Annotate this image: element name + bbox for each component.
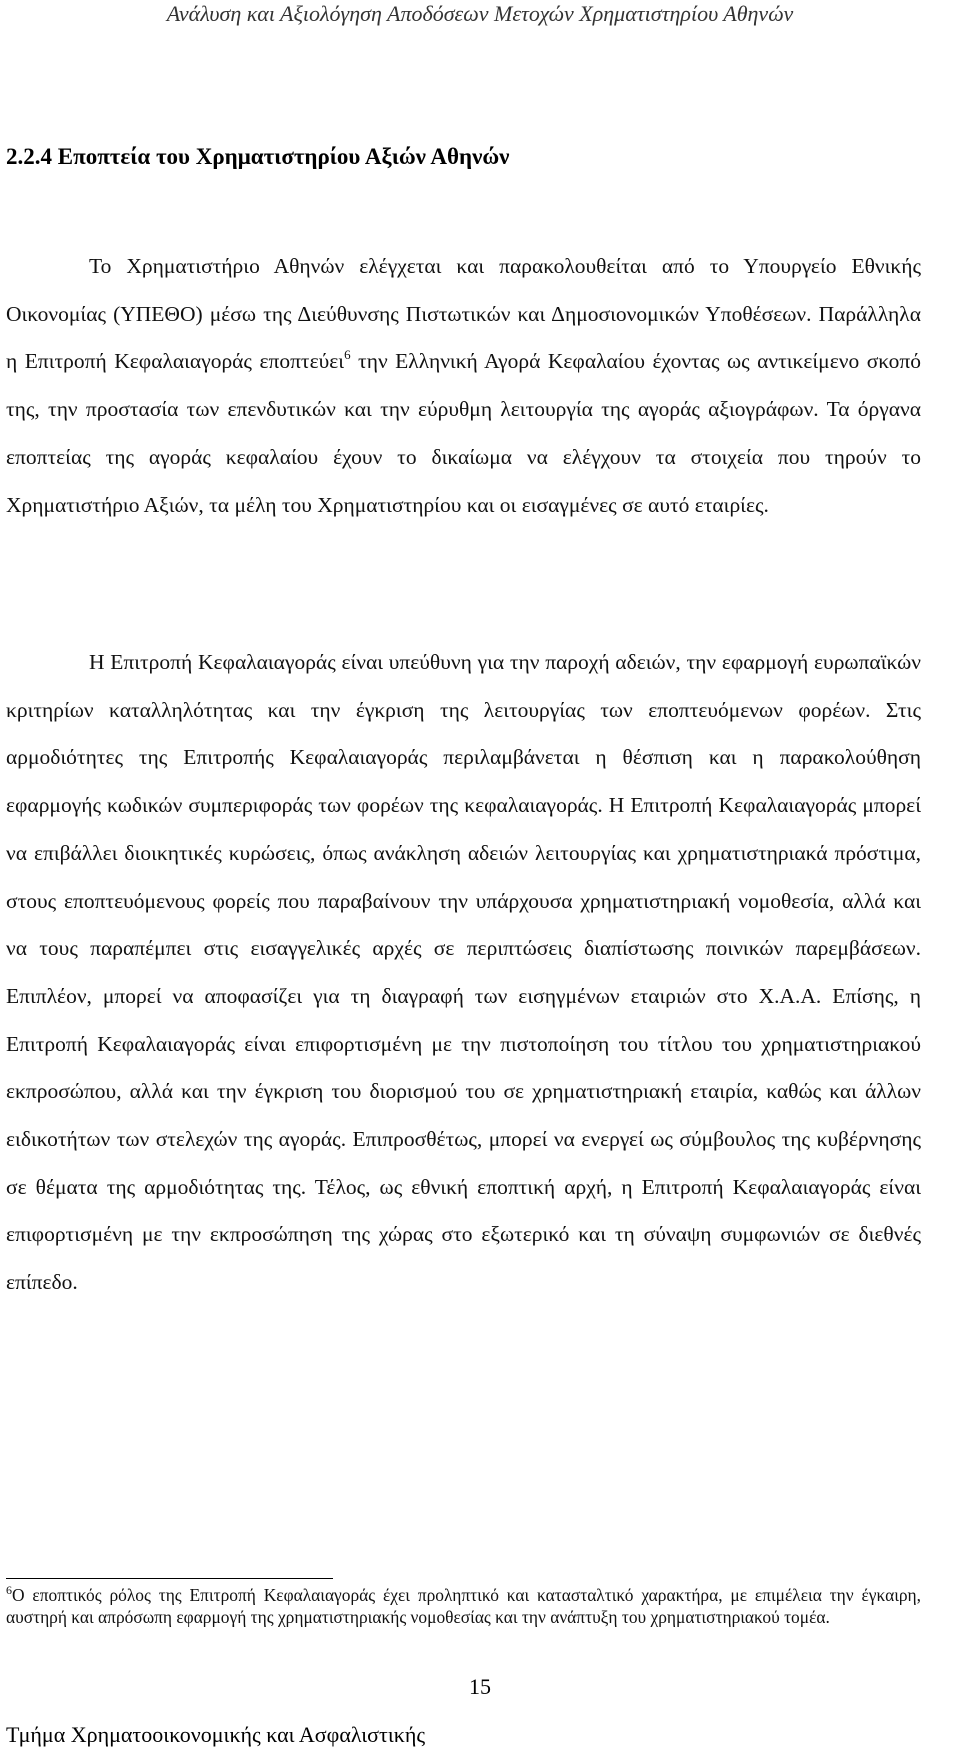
footnote-separator — [6, 1578, 333, 1579]
footnote — [6, 1584, 921, 1628]
paragraph-1-text-a: Το Χρηματιστήριο Αθηνών ελέγχεται και παρακολουθείται από το Υπουργείο Εθνικής Οικονομίας (ΥΠΕΘΟ) μέσω της Διεύθυνσης Πιστωτικών και Δημοσιονομικών Υποθέσεων. Παράλληλα η Επιτροπή Κεφαλαιαγοράς εποπτεύει — [6, 254, 921, 374]
footnote-text: Ο εποπτικός ρόλος της Επιτροπή Κεφαλαιαγοράς έχει προληπτικό και κατασταλτικό χαρακτήρα, με επιμέλεια την έγκαιρη, αυστηρή και απρόσωπη εφαρμογή της χρηματιστηριακής νομοθεσίας και την ανάπτυξη του χρηματιστηριακού τομέα. — [6, 1585, 921, 1627]
footnote-marker: 6 — [6, 1583, 12, 1597]
paragraph-2 — [6, 639, 921, 1307]
paragraph-1-text-b: την Ελληνική Αγορά Κεφαλαίου έχοντας ως αντικείμενο σκοπό της, την προστασία των επενδυτικών και την εύρυθμη λειτουργία της αγοράς αξιογράφων. Τα όργανα εποπτείας της αγοράς κεφαλαίου έχουν το δικαίωμα να ελέγχουν τα στοιχεία που τηρούν το Χρηματιστήριο Αξιών, τα μέλη του Χρηματιστηρίου και οι εισαγμένες σε αυτό εταιρίες. — [6, 349, 921, 517]
footnote-reference: 6 — [344, 347, 351, 363]
paragraph-1 — [6, 243, 921, 529]
section-title: 2.2.4 Εποπτεία του Χρηματιστηρίου Αξιών Αθηνών — [6, 144, 510, 169]
running-footer: Τμήμα Χρηματοοικονομικής και Ασφαλιστικής — [6, 1722, 426, 1747]
running-header: Ανάλυση και Αξιολόγηση Αποδόσεων Μετοχών Χρηματιστηρίου Αθηνών — [166, 1, 794, 26]
paragraph-2-text: Η Επιτροπή Κεφαλαιαγοράς είναι υπεύθυνη για την παροχή αδειών, την εφαρμογή ευρωπαϊκών κριτηρίων καταλληλότητας και την έγκριση της λειτουργίας των εποπτευόμενων φορέων. Στις αρμοδιότητες της Επιτροπής Κεφαλαιαγοράς περιλαμβάνεται η θέσπιση και η παρακολούθηση εφαρμογής κωδικών συμπεριφοράς των φορέων της κεφαλαιαγοράς. Η Επιτροπή Κεφαλαιαγοράς μπορεί να επιβάλλει διοικητικές κυρώσεις, όπως ανάκληση αδειών λειτουργίας και χρηματιστηριακά πρόστιμα, στους εποπτευόμενους φορείς που παραβαίνουν την υπάρχουσα χρηματιστηριακή νομοθεσία, αλλά και να τους παραπέμπει στις εισαγγελικές αρχές σε περιπτώσεις διαπίστωσης ποινικών παρεμβάσεων. Επιπλέον, μπορεί να αποφασίζει για τη διαγραφή των εισηγμένων εταιριών στο Χ.Α.Α. Επίσης, η Επιτροπή Κεφαλαιαγοράς είναι επιφορτισμένη με την πιστοποίηση του τίτλου του χρηματιστηριακού εκπροσώπου, αλλά και την έγκριση του διορισμού του σε χρηματιστηριακή εταιρία, καθώς και άλλων ειδικοτήτων των στελεχών της αγοράς. Επιπροσθέτως, μπορεί να ενεργεί ως σύμβουλος της κυβέρνησης σε θέματα της αρμοδιότητας της. Τέλος, ως εθνική εποπτική αρχή, η Επιτροπή Κεφαλαιαγοράς είναι επιφορτισμένη με την εκπροσώπηση της χώρας στο εξωτερικό και τη σύναψη συμφωνιών σε διεθνές επίπεδο. — [6, 650, 921, 1295]
page-number: 15 — [469, 1674, 491, 1699]
